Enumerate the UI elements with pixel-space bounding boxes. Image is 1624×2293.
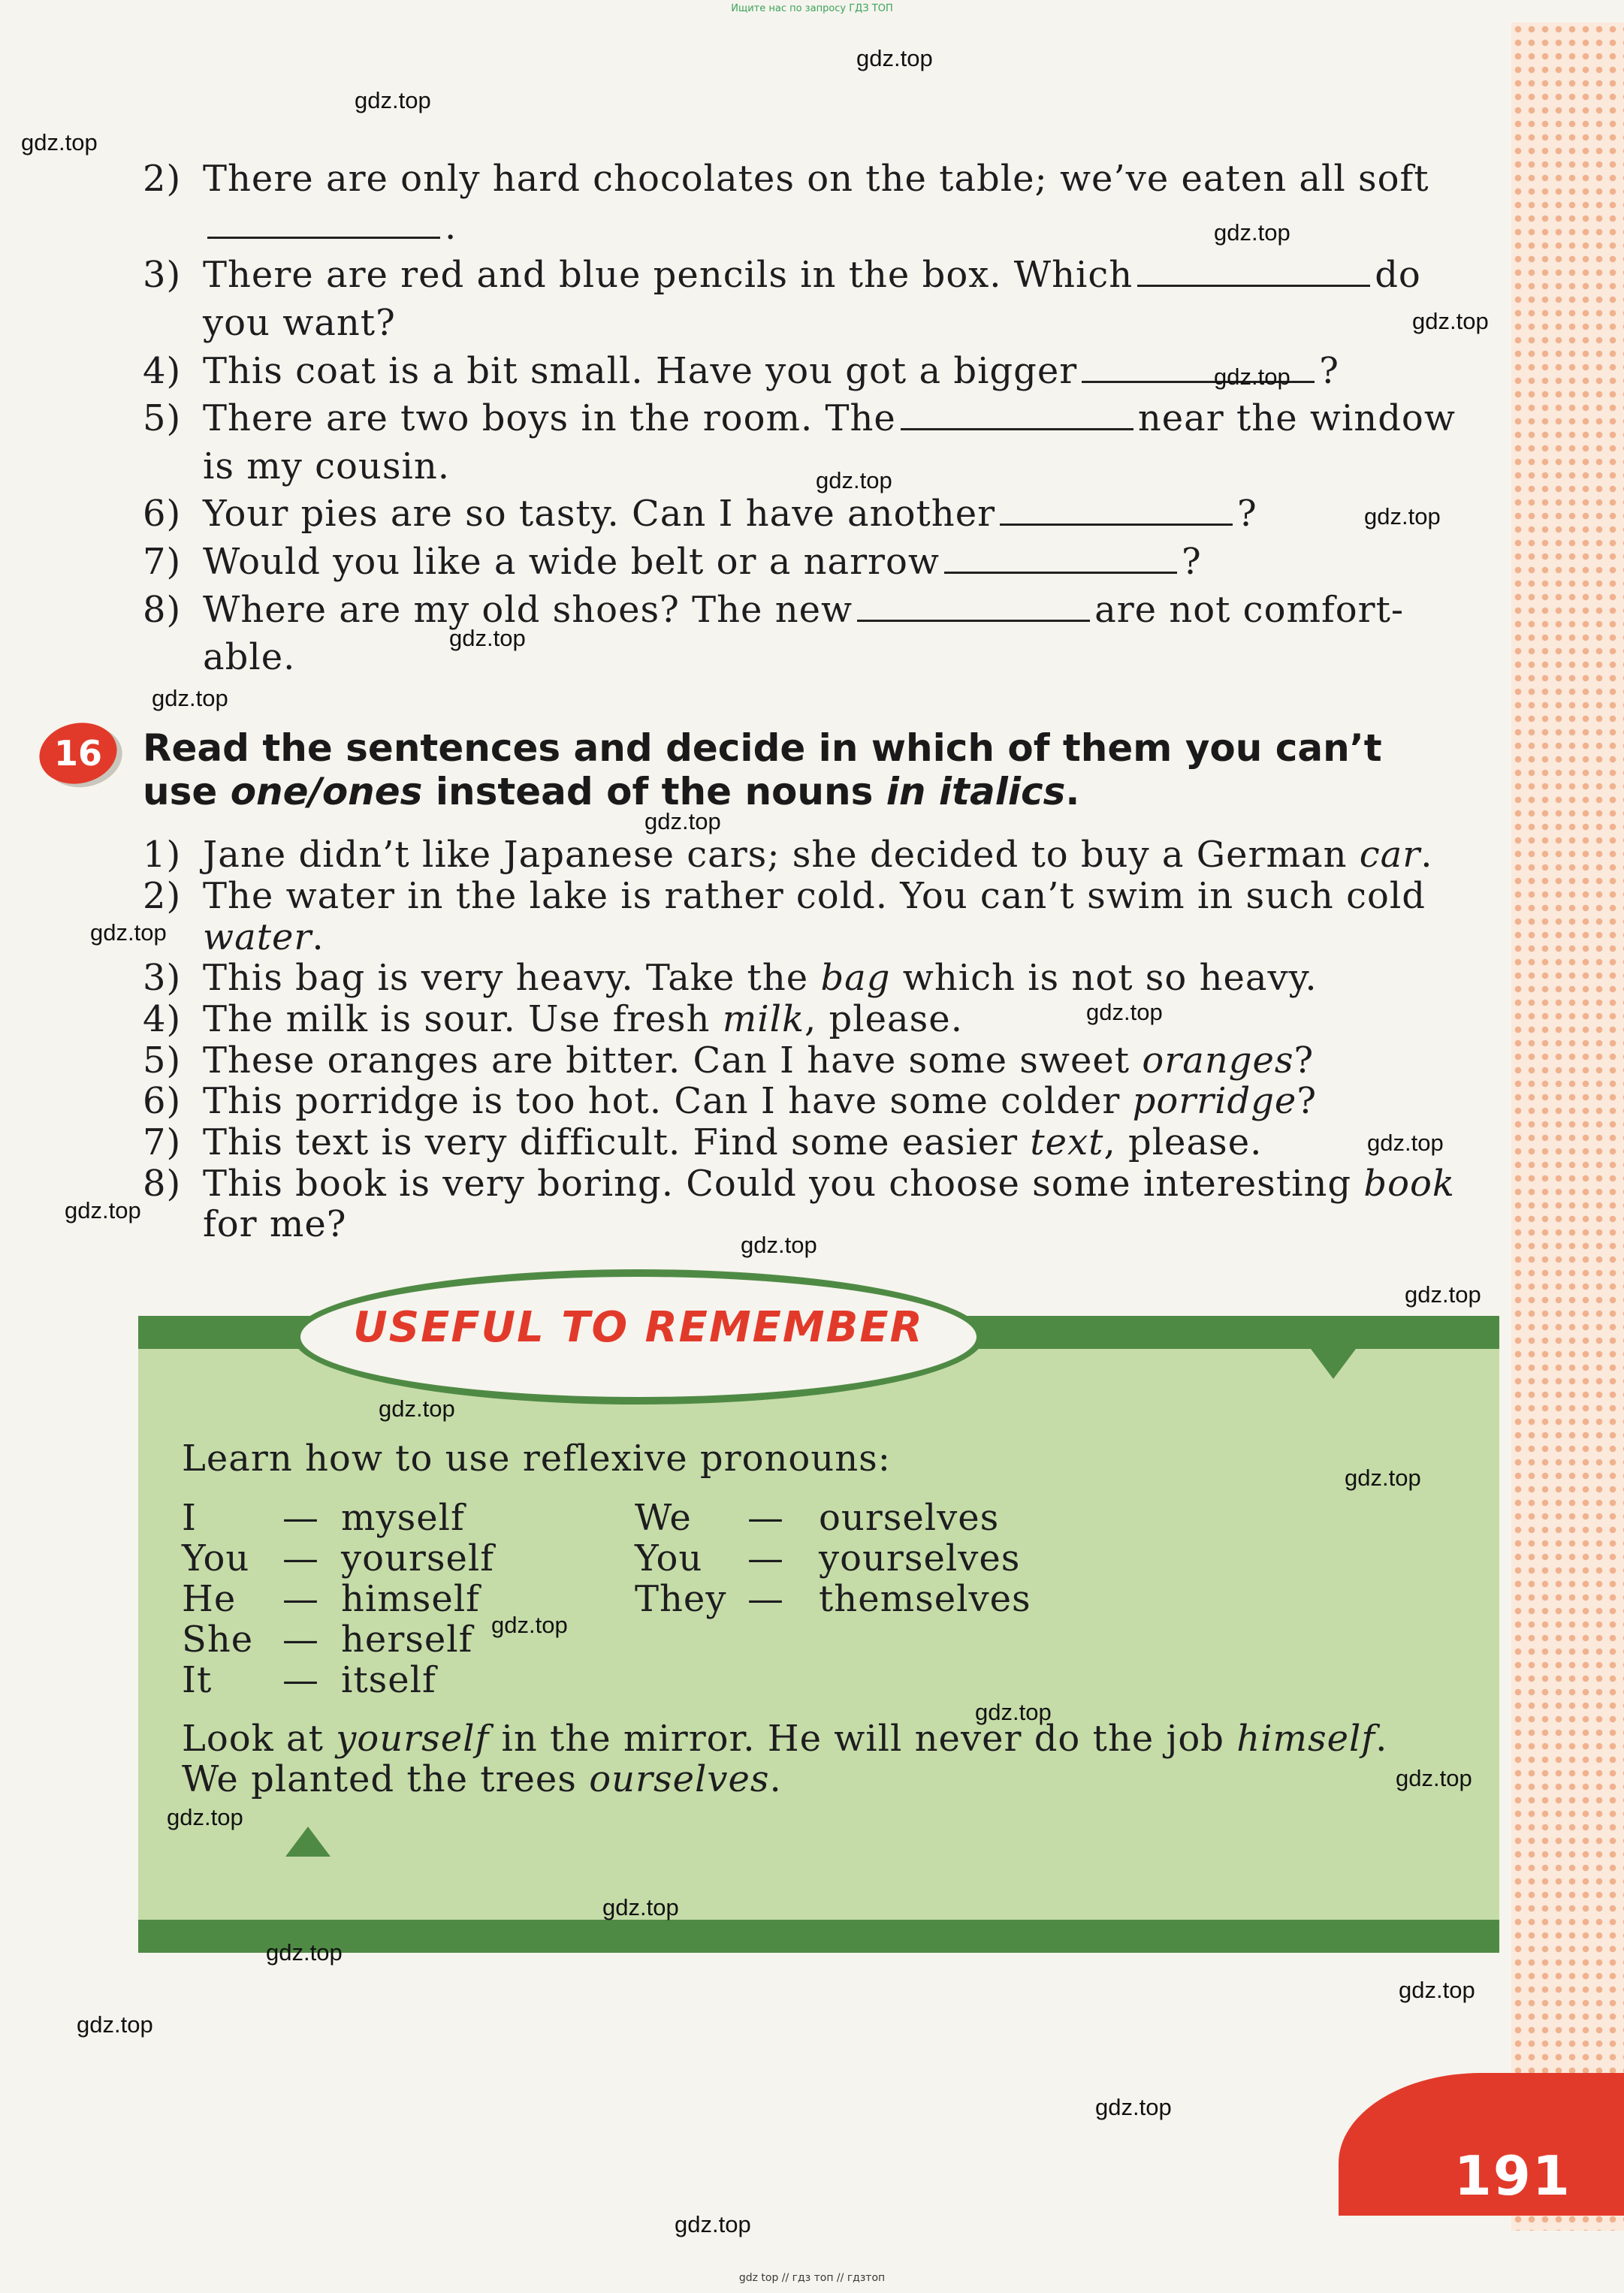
- sentence-text: Jane didn’t like Japanese cars; she decided to buy a German: [203, 834, 1348, 876]
- example-italic: ourselves: [589, 1758, 770, 1800]
- dash: —: [282, 1659, 319, 1701]
- pronoun: They: [635, 1578, 727, 1620]
- answer-blank[interactable]: [207, 207, 440, 239]
- pronoun: It: [182, 1659, 213, 1701]
- sentence-text: ?: [1293, 1039, 1315, 1082]
- exercise-instruction: [143, 726, 1510, 771]
- example-text: in the mirror. He will never do the job: [501, 1718, 1224, 1760]
- watermark: gdz.top: [1214, 364, 1290, 390]
- item-text: .: [445, 206, 457, 248]
- italic-noun: car: [1359, 834, 1421, 876]
- exercise-item-continuation: [143, 300, 1495, 345]
- item-text: ?: [1181, 541, 1202, 583]
- item-text: Where are my old shoes? The new: [203, 589, 853, 631]
- pronoun: You: [635, 1537, 703, 1579]
- useful-title: USEFUL TO REMEMBER: [353, 1303, 924, 1352]
- instruction-text: Read the sentences and decide in which of them you can’t: [143, 726, 1382, 770]
- dash: —: [282, 1578, 319, 1620]
- watermark: gdz.top: [1345, 1465, 1421, 1491]
- item-number: 5): [143, 1039, 182, 1082]
- sentence-text: , please.: [1103, 1121, 1263, 1163]
- reflexive-pronoun: herself: [341, 1619, 473, 1661]
- watermark: gdz.top: [644, 808, 721, 834]
- exercise-item: [143, 348, 1495, 394]
- watermark: gdz.top: [1405, 1281, 1481, 1308]
- dash: —: [282, 1497, 319, 1539]
- item-number: 1): [143, 834, 182, 876]
- useful-intro: Learn how to use reflexive pronouns:: [182, 1438, 891, 1480]
- sentence-item: [143, 1080, 1510, 1122]
- watermark: gdz.top: [152, 685, 228, 711]
- watermark: gdz.top: [816, 467, 892, 493]
- pronoun: She: [182, 1619, 254, 1661]
- item-text: near the window: [1137, 397, 1456, 439]
- watermark: gdz.top: [1086, 999, 1163, 1025]
- dash: —: [282, 1537, 319, 1579]
- exercise-item: [143, 587, 1495, 632]
- sentence-item: [143, 1121, 1510, 1163]
- sentence-text: This bag is very heavy. Take the: [203, 957, 809, 999]
- answer-blank[interactable]: [1000, 493, 1233, 526]
- watermark: gdz.top: [449, 625, 526, 651]
- exercise-item: [143, 396, 1495, 441]
- sentence-item: [143, 875, 1510, 917]
- watermark: gdz.top: [1214, 219, 1290, 246]
- watermark: gdz.top: [602, 1894, 679, 1920]
- watermark: gdz.top: [491, 1612, 568, 1638]
- sentence-item: [143, 1163, 1510, 1205]
- item-number: 2): [143, 875, 182, 917]
- sentence-item: [143, 1039, 1510, 1082]
- italic-noun: bag: [820, 957, 891, 999]
- sentence-text: .: [312, 916, 324, 958]
- italic-noun: water: [203, 916, 312, 958]
- pronoun: He: [182, 1578, 237, 1620]
- header-notice: Ищите нас по запросу ГДЗ ТОП: [731, 3, 893, 14]
- exercise-item: [143, 156, 1495, 201]
- exercise-item: [143, 539, 1495, 584]
- watermark: gdz.top: [1412, 308, 1489, 334]
- exercise-item-continuation: [143, 204, 1495, 249]
- item-text: Would you like a wide belt or a narrow: [203, 541, 940, 583]
- sentence-item: [143, 998, 1510, 1040]
- reflexive-pronoun: yourselves: [819, 1537, 1021, 1579]
- italic-noun: oranges: [1142, 1039, 1294, 1082]
- item-number: 2): [143, 158, 182, 200]
- answer-blank[interactable]: [1137, 255, 1370, 287]
- decorative-notch: [285, 1827, 331, 1857]
- item-text: do: [1375, 254, 1421, 296]
- sentence-text: The water in the lake is rather cold. You can’t swim in such cold: [203, 875, 1426, 917]
- watermark: gdz.top: [1367, 1130, 1444, 1156]
- watermark: gdz.top: [856, 45, 933, 71]
- exercise-item: [143, 252, 1495, 297]
- item-number: 6): [143, 493, 182, 535]
- item-number: 7): [143, 541, 182, 583]
- item-number: 4): [143, 998, 182, 1040]
- example-text: .: [769, 1758, 782, 1800]
- watermark: gdz.top: [379, 1395, 455, 1422]
- reflexive-pronoun: ourselves: [819, 1497, 1000, 1539]
- watermark: gdz.top: [90, 919, 167, 946]
- watermark: gdz.top: [266, 1939, 343, 1966]
- sentence-item: [143, 834, 1510, 876]
- italic-noun: porridge: [1132, 1080, 1297, 1122]
- footer-notice: gdz top // гдз топ // гдзтоп: [738, 2272, 886, 2284]
- sentence-item-continuation: [143, 916, 1510, 958]
- example-italic: himself: [1236, 1718, 1376, 1760]
- instruction-text: .: [1065, 770, 1080, 813]
- example-text: .: [1375, 1718, 1388, 1760]
- item-number: 8): [143, 589, 182, 631]
- item-text: There are two boys in the room. The: [203, 397, 896, 439]
- instruction-text: use: [143, 770, 218, 813]
- decorative-notch: [1311, 1349, 1356, 1379]
- example-italic: yourself: [336, 1718, 490, 1760]
- italic-noun: text: [1030, 1121, 1104, 1163]
- decorative-dot-strip: [1511, 23, 1624, 2231]
- item-text: is my cousin.: [203, 445, 450, 487]
- instruction-italic: one/ones: [230, 770, 423, 813]
- reflexive-pronoun: myself: [341, 1497, 465, 1539]
- watermark: gdz.top: [1399, 1977, 1475, 2003]
- sentence-text: This book is very boring. Could you choose some interesting: [203, 1163, 1352, 1205]
- instruction-italic: in italics: [886, 770, 1066, 813]
- answer-blank[interactable]: [857, 590, 1090, 622]
- dash: —: [282, 1619, 319, 1661]
- pronoun: I: [182, 1497, 197, 1539]
- answer-blank[interactable]: [944, 542, 1177, 574]
- sentence-text: , please.: [804, 998, 963, 1040]
- exercise-number: 16: [53, 733, 102, 774]
- reflexive-pronoun: yourself: [341, 1537, 495, 1579]
- pronoun: You: [182, 1537, 250, 1579]
- item-text: are not comfort-: [1094, 589, 1405, 631]
- watermark: gdz.top: [21, 129, 98, 155]
- page-number: 191: [1453, 2144, 1571, 2207]
- item-text: This coat is a bit small. Have you got a bigger: [203, 350, 1078, 392]
- italic-noun: milk: [722, 998, 805, 1040]
- item-number: 6): [143, 1080, 182, 1122]
- instruction-text: instead of the nouns: [435, 770, 874, 813]
- example-text: We planted the trees: [182, 1758, 577, 1800]
- example-text: Look at: [182, 1718, 324, 1760]
- sentence-text: for me?: [203, 1203, 347, 1245]
- sentence-text: .: [1420, 834, 1433, 876]
- sentence-item-continuation: [143, 1203, 1510, 1245]
- reflexive-pronoun: themselves: [819, 1578, 1031, 1620]
- watermark: gdz.top: [1396, 1765, 1472, 1791]
- watermark: gdz.top: [675, 2211, 751, 2237]
- sentence-item: [143, 957, 1510, 999]
- watermark: gdz.top: [65, 1197, 141, 1223]
- sentence-text: The milk is sour. Use fresh: [203, 998, 711, 1040]
- item-number: 7): [143, 1121, 182, 1163]
- sentence-text: which is not so heavy.: [902, 957, 1318, 999]
- reflexive-pronoun: himself: [341, 1578, 480, 1620]
- item-text: Your pies are so tasty. Can I have another: [203, 493, 996, 535]
- item-number: 4): [143, 350, 182, 392]
- watermark: gdz.top: [167, 1804, 243, 1830]
- watermark: gdz.top: [355, 87, 431, 113]
- sentence-text: ?: [1296, 1080, 1318, 1122]
- dash: —: [747, 1537, 784, 1579]
- exercise-instruction: [143, 769, 1510, 814]
- item-text: able.: [203, 636, 296, 678]
- item-number: 5): [143, 397, 182, 439]
- item-text: There are red and blue pencils in the box. Which: [203, 254, 1133, 296]
- reflexive-pronoun: itself: [341, 1659, 436, 1701]
- item-number: 8): [143, 1163, 182, 1205]
- sentence-text: This text is very difficult. Find some easier: [203, 1121, 1019, 1163]
- watermark: gdz.top: [741, 1232, 817, 1258]
- item-number: 3): [143, 254, 182, 296]
- watermark: gdz.top: [1095, 2094, 1172, 2120]
- item-text: you want?: [203, 302, 396, 344]
- dash: —: [747, 1497, 784, 1539]
- exercise-item-continuation: [143, 635, 1495, 680]
- sentence-text: These oranges are bitter. Can I have some sweet: [203, 1039, 1130, 1082]
- exercise-item: [143, 491, 1495, 536]
- item-number: 3): [143, 957, 182, 999]
- answer-blank[interactable]: [901, 398, 1133, 430]
- item-text: ?: [1237, 493, 1257, 535]
- example-sentence: [182, 1718, 1387, 1759]
- sentence-text: This porridge is too hot. Can I have some colder: [203, 1080, 1121, 1122]
- italic-noun: book: [1363, 1163, 1455, 1205]
- example-sentence: [182, 1759, 782, 1800]
- watermark: gdz.top: [975, 1699, 1052, 1725]
- item-text: There are only hard chocolates on the table; we’ve eaten all soft: [203, 158, 1429, 200]
- watermark: gdz.top: [77, 2011, 153, 2038]
- dash: —: [747, 1578, 784, 1620]
- item-text: ?: [1319, 350, 1339, 392]
- watermark: gdz.top: [1364, 503, 1441, 530]
- pronoun: We: [635, 1497, 692, 1539]
